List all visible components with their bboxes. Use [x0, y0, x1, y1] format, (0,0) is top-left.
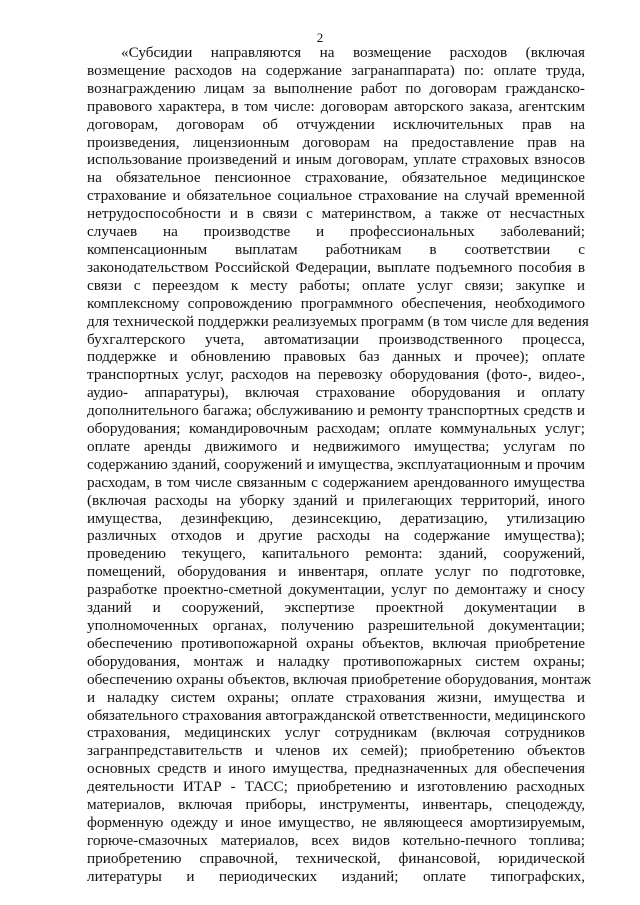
text-line: обязательного страхования автогражданской ответственности, медицинского [87, 706, 586, 724]
text-line: уполномоченных органах, получению разрешительной документации; [87, 617, 585, 634]
text-line: случаев на производстве и профессиональных заболеваний; [87, 223, 585, 241]
text-line: различных отходов и другие расходы на содержание имущества); [87, 527, 585, 545]
text-line: расходам, в том числе связанным с содержанием арендованного имущества [87, 473, 585, 491]
text-line: литературы и периодических изданий; оплате типографских, [87, 867, 585, 885]
text-line: использование произведений и иным договорам, уплате страховых взносов [87, 151, 585, 169]
text-line: приобретению справочной, технической, финансовой, юридической [87, 849, 585, 867]
text-line: страхование и обязательное социальное страхование на случай временной [87, 187, 585, 205]
text-line: вознаграждению лицам за выполнение работ по договорам гражданско- [87, 79, 585, 97]
text-line: оборудования; командировочным расходам; оплате коммунальных услуг; [87, 420, 585, 438]
text-line: договорам, договорам об отчуждении исключительных прав на [87, 115, 585, 133]
text-line: имущества, дезинфекцию, дезинсекцию, дератизацию, утилизацию [87, 509, 585, 527]
text-line: комплексному сопровождению программного обеспечения, необходимого [87, 294, 585, 312]
text-line: законодательством Российской Федерации, выплате подъемного пособия в [87, 258, 585, 276]
text-line: аудио- аппаратуры), включая страхование оборудования и оплату [87, 384, 585, 402]
page-number: 2 [316, 30, 324, 45]
text-line: форменную одежду и иное имущество, не являющееся амортизируемым, [87, 813, 585, 831]
text-line: связи с переездом к месту работы; оплате услуг связи; закупке и [87, 276, 585, 294]
text-line: содержанию зданий, сооружений и имущества, эксплуатационным и прочим [87, 455, 585, 473]
text-line: для технической поддержки реализуемых программ (в том числе для ведения [87, 312, 589, 330]
text-line: горюче-смазочных материалов, всех видов котельно-печного топлива; [87, 831, 585, 849]
text-line: зданий и сооружений, экспертизе проектной документации в [87, 599, 585, 617]
text-line: обеспечению охраны объектов, включая приобретение оборудования, монтаж [87, 670, 591, 688]
text-line: «Субсидии направляются на возмещение расходов (включая [121, 44, 585, 61]
text-line: возмещение расходов на содержание загранаппарата) по: оплате труда, [87, 61, 585, 79]
text-line: помещений, оборудования и инвентаря, оплате услуг по подготовке, [87, 563, 585, 581]
text-line: основных средств и иного имущества, предназначенных для обеспечения [87, 760, 585, 778]
text-line: и наладку систем охраны; оплате страхования жизни, имущества и [87, 688, 585, 706]
text-line: загранпредставительств и членов их семей); приобретению объектов [87, 742, 585, 760]
text-line: оборудования, монтаж и наладку противопожарных систем охраны; [87, 652, 585, 670]
text-line: дополнительного багажа; обслуживанию и ремонту транспортных средств и [87, 402, 585, 420]
text-line: поддержке и обновлению правовых баз данных и прочее); оплате [87, 348, 585, 366]
text-line: оплате аренды движимого и недвижимого имущества; услугам по [87, 437, 585, 455]
text-line: транспортных услуг, расходов на перевозку оборудования (фото-, видео-, [87, 366, 585, 384]
text-line: разработке проектно-сметной документации, услуг по демонтажу и сносу [87, 581, 585, 599]
text-line: (включая расходы на уборку зданий и прилегающих территорий, иного [87, 491, 585, 509]
text-line: нетрудоспособности и в связи с материнством, а также от несчастных [87, 205, 585, 223]
text-line: страхования, медицинских услуг сотрудникам (включая сотрудников [87, 724, 585, 742]
text-line: материалов, включая приборы, инструменты, инвентарь, спецодежду, [87, 796, 585, 814]
text-line: правового характера, в том числе: договорам авторского заказа, агентским [87, 97, 585, 115]
text-line: бухгалтерского учета, автоматизации производственного процесса, [87, 330, 585, 348]
text-line: проведению текущего, капитального ремонта: зданий, сооружений, [87, 545, 585, 563]
text-line: компенсационным выплатам работникам в соответствии с [87, 240, 585, 258]
text-line: обеспечению противопожарной охраны объектов, включая приобретение [87, 634, 585, 652]
text-line: деятельности ИТАР - ТАСС; приобретению и изготовлению расходных [87, 778, 585, 796]
text-line: на обязательное пенсионное страхование, обязательное медицинское [87, 169, 585, 187]
text-line: произведения, лицензионным договорам на предоставление прав на [87, 133, 585, 151]
document-body [87, 44, 591, 886]
